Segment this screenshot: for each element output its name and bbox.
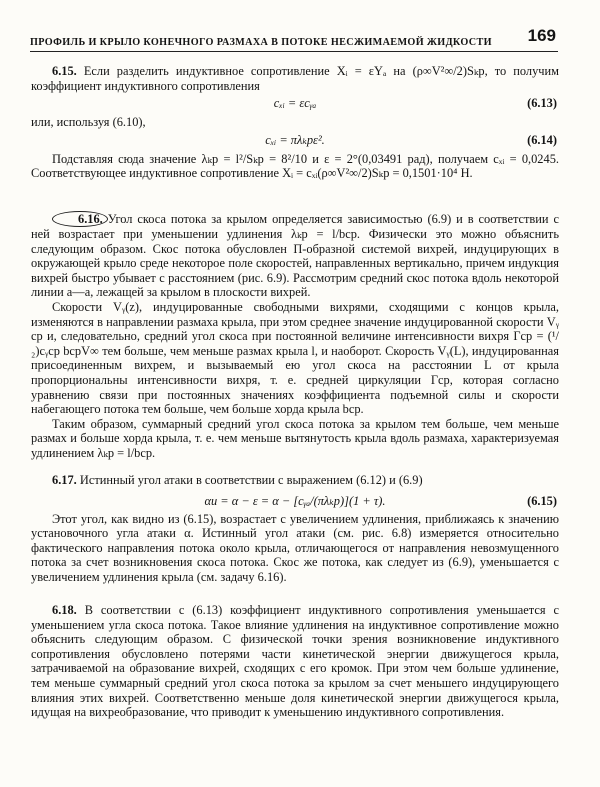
problem-6-16-p1 <box>31 211 559 300</box>
equation-number: (6.14) <box>527 132 557 147</box>
problem-6-18-text <box>31 603 559 720</box>
problem-text: В соответствии с (6.13) коэффициент индуктивного сопротивления уменьшается с уменьшением угла скоса потока. Такое влияние удлинения на индуктивное сопротивление можно объяснить следующим образом. С физической точки зрения возникновение индуктивного сопротивления обусловлено потерями части кинетической энергии движущегося крыла, затрачиваемой на образование вихрей, сходящих с его кромок. При этом чем больше удлинение, тем меньше суммарный средний угол скоса потока за крылом за счет меньшего индуцирующего влияния этих вихрей. Соответственно меньше доля кинетической энергии движущегося крыла, идущая на вихреобразование, что приводит к уменьшению индуктивного сопротивления. <box>31 603 559 720</box>
problem-6-17 <box>31 473 559 585</box>
equation-6-14 <box>31 130 559 152</box>
page-number: 169 <box>527 26 556 45</box>
problem-6-17-text: Этот угол, как видно из (6.15), возрастает с увеличением удлинения, приближаясь к значению установочного угла атаки α. Истинный угол атаки (см. рис. 6.8) измеряется относительно фактического направления потока около крыла, отличающегося от направления невозмущенного потока за счет возникновения скоса потока. Скос же потока, как следует из (6.9), уменьшается с увеличением удлинения крыла (см. задачу 6.16). <box>31 511 559 584</box>
or-text: или, используя (6.10), <box>31 115 146 130</box>
problem-6-15-intro <box>31 64 559 93</box>
running-head: ПРОФИЛЬ И КРЫЛО КОНЕЧНОГО РАЗМАХА В ПОТОКЕ НЕСЖИМАЕМОЙ ЖИДКОСТИ <box>30 37 492 48</box>
problem-6-16 <box>31 211 559 461</box>
problem-6-15 <box>31 64 559 181</box>
equation-formula: cₓᵢ = εcᵧₐ <box>273 96 317 111</box>
equation-formula: αи = α − ε = α − [cᵧₐ/(πλₖр)](1 + τ). <box>204 493 386 508</box>
problem-6-15-result: Подставляя сюда значение λₖр = l²/Sₖр = 8²/10 и ε = 2°(0,03491 рад), получаем cₓᵢ = 0,0245. Соответствующее индуктивное сопротивление Xᵢ = cₓᵢ(ρ∞V²∞/2)Sₖр = 0,1501·10⁴ Н. <box>31 151 559 181</box>
problem-number: 6.18. <box>52 603 77 617</box>
problem-6-18 <box>31 603 559 720</box>
problem-text: Если разделить индуктивное сопротивление Xᵢ = εYₐ на (ρ∞V²∞/2)Sₖр, то получим коэффициент индуктивного сопротивления <box>31 64 559 93</box>
equation-6-15 <box>31 488 559 512</box>
equation-6-13 <box>31 93 559 115</box>
problem-text: Угол скоса потока за крылом определяется зависимостью (6.9) и в соответствии с ней возрастает при уменьшении удлинения λₖр = l/bср. Физически это можно объяснить следующим образом. Скос потока обусловлен П-образной системой вихрей, индуцирующих в окружающей крыло среде некоторое поле скоростей, направленных вертикально, причем индукция вихрей быстро убывает с расстоянием (рис. 6.9). Рассмотрим средний скос потока вдоль некоторой линии a—a, лежащей за крылом в плоскости вихрей. <box>31 212 559 300</box>
problem-number: 6.17. <box>52 473 77 487</box>
problem-6-16-p3: Таким образом, суммарный средний угол скоса потока за крылом тем больше, чем меньше размах и больше хорда крыла, т. е. чем меньше вытянутость крыла вдоль размаха, характеризуемая удлинением λₖр = l/bср. <box>31 416 559 460</box>
problem-text: Истинный угол атаки в соответствии с выражением (6.12) и (6.9) <box>79 473 423 487</box>
equation-number: (6.13) <box>527 96 557 111</box>
problem-6-16-p2: Скорости Vᵧ(z), индуцированные свободными вихрями, сходящими с концов крыла, изменяются в направлении размаха крыла, при этом среднее значение индуцированной скорости Vᵧ ср и, следовательно, средний угол скоса при постоянной величине интенсивности вихря Γср = (¹/₂)cᵧср bсрV∞ тем больше, чем меньше размах крыла l, и наоборот. Скорость Vᵧ(L), индуцированная присоединенным вихрем, и вызываемый ею угол скоса на расстоянии L от крыла пропорциональны интенсивности вихря, т. е. средней циркуляции Γср, которая согласно уравнению связи при постоянных значениях коэффициента подъемной силы и скорости набегающего потока тем больше, чем больше хорда крыла bср. <box>31 299 559 417</box>
equation-formula: cₓᵢ = πλₖрε². <box>265 132 325 147</box>
page-header <box>30 25 558 52</box>
problem-number: 6.15. <box>52 64 77 78</box>
problem-6-17-intro <box>31 473 559 488</box>
problem-number-circled: 6.16. <box>52 211 108 227</box>
equation-number: (6.15) <box>527 493 557 508</box>
